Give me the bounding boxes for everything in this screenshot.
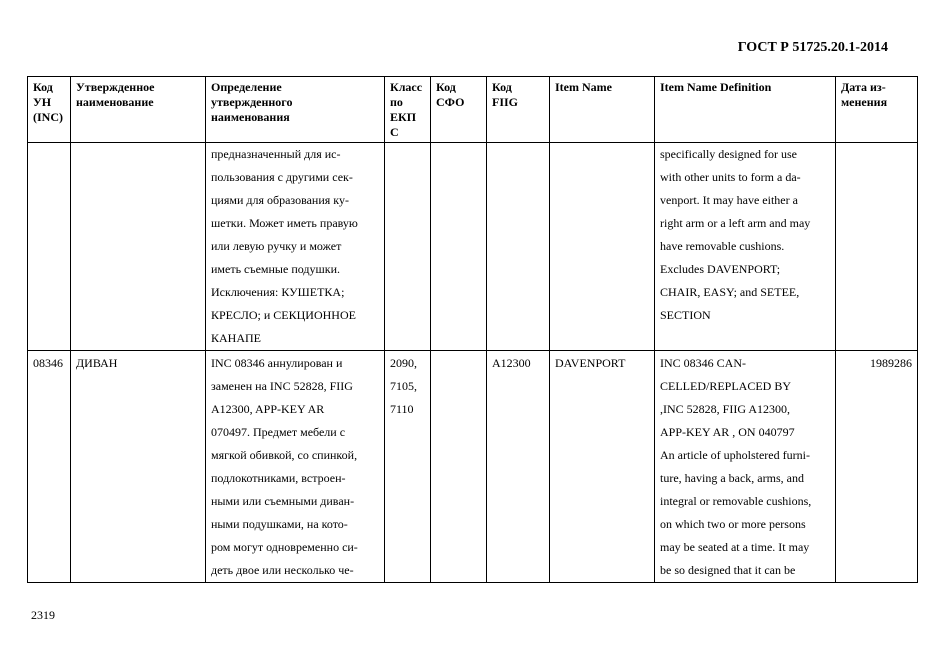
- text-line: Код: [436, 80, 456, 94]
- cell-item-name: [550, 143, 655, 351]
- text-line: по: [390, 95, 403, 109]
- text-line: CHAIR, EASY; and SETEE,: [660, 285, 800, 299]
- text-line: Утвержденное: [76, 80, 155, 94]
- cell-name: ДИВАН: [71, 351, 206, 583]
- text-line: СФО: [436, 95, 465, 109]
- text-line: A12300, APP-KEY AR: [211, 402, 325, 416]
- standard-designation: ГОСТ Р 51725.20.1-2014: [737, 40, 888, 55]
- cell-fiig: [487, 143, 550, 351]
- cell-inc: 08346: [28, 351, 71, 583]
- text-line: КРЕСЛО; и СЕКЦИОННОЕ: [211, 308, 356, 322]
- text-line: или левую ручку и может: [211, 239, 342, 253]
- text-line: 7105,: [390, 379, 417, 393]
- cell-fiig: A12300: [487, 351, 550, 583]
- text-line: ными подушками, на кото-: [211, 517, 348, 531]
- cell-inc: [28, 143, 71, 351]
- text-line: have removable cushions.: [660, 239, 785, 253]
- text-line: Код: [33, 80, 53, 94]
- cell-item-name: DAVENPORT: [550, 351, 655, 583]
- cell-definition: [206, 351, 385, 583]
- text-line: ,INC 52828, FIIG A12300,: [660, 402, 791, 416]
- text-line: INC 08346 CAN-: [660, 356, 746, 370]
- text-line: Item Name Definition: [660, 80, 772, 94]
- text-line: иметь съемные подушки.: [211, 262, 340, 276]
- header-inc: [28, 77, 71, 143]
- text-line: УН: [33, 95, 52, 109]
- text-line: SECTION: [660, 308, 711, 322]
- text-line: наименования: [211, 110, 290, 124]
- cell-date: 1989286: [836, 351, 918, 583]
- text-line: утвержденного: [211, 95, 293, 109]
- text-line: APP-KEY AR , ON 040797: [660, 425, 795, 439]
- text-line: ром могут одновременно си-: [211, 540, 358, 554]
- text-line: Класс: [390, 80, 423, 94]
- text-line: 070497. Предмет мебели с: [211, 425, 346, 439]
- nomenclature-table: [27, 76, 918, 583]
- text-line: циями для образования ку-: [211, 193, 349, 207]
- cell-name: [71, 143, 206, 351]
- text-line: Код: [492, 80, 512, 94]
- header-definition: [206, 77, 385, 143]
- text-line: наименование: [76, 95, 154, 109]
- cell-class: [385, 143, 431, 351]
- text-line: предназначенный для ис-: [211, 147, 341, 161]
- text-line: with other units to form a da-: [660, 170, 801, 184]
- text-line: ными или съемными диван-: [211, 494, 355, 508]
- text-line: КАНАПЕ: [211, 331, 261, 345]
- cell-item-definition: [655, 143, 836, 351]
- text-line: заменен на INC 52828, FIIG: [211, 379, 353, 393]
- table-header-row: [28, 77, 918, 143]
- text-line: деть двое или несколько че-: [211, 563, 354, 577]
- header-fiig: [487, 77, 550, 143]
- text-line: менения: [841, 95, 888, 109]
- text-line: may be seated at a time. It may: [660, 540, 810, 554]
- text-line: specifically designed for use: [660, 147, 797, 161]
- text-line: An article of upholstered furni-: [660, 448, 810, 462]
- cell-class: [385, 351, 431, 583]
- text-line: подлокотниками, встроен-: [211, 471, 346, 485]
- text-line: Item Name: [555, 80, 612, 94]
- text-line: пользования с другими сек-: [211, 170, 353, 184]
- header-class: [385, 77, 431, 143]
- text-line: Исключения: КУШЕТКА;: [211, 285, 345, 299]
- cell-date: [836, 143, 918, 351]
- text-line: 7110: [390, 402, 414, 416]
- header-change-date: [836, 77, 918, 143]
- cell-sfo: [431, 351, 487, 583]
- header-item-name-definition: [655, 77, 836, 143]
- cell-item-definition: [655, 351, 836, 583]
- text-line: 2090,: [390, 356, 417, 370]
- text-line: integral or removable cushions,: [660, 494, 812, 508]
- text-line: FIIG: [492, 95, 519, 109]
- cell-sfo: [431, 143, 487, 351]
- text-line: CELLED/REPLACED BY: [660, 379, 791, 393]
- text-line: Определение: [211, 80, 282, 94]
- text-line: INC 08346 аннулирован и: [211, 356, 343, 370]
- text-line: venport. It may have either a: [660, 193, 798, 207]
- text-line: be so designed that it can be: [660, 563, 796, 577]
- table-row: [28, 351, 918, 583]
- text-line: шетки. Может иметь правую: [211, 216, 358, 230]
- header-approved-name: [71, 77, 206, 143]
- text-line: Excludes DAVENPORT;: [660, 262, 781, 276]
- text-line: ЕКП: [390, 110, 417, 124]
- text-line: on which two or more persons: [660, 517, 806, 531]
- text-line: мягкой обивкой, со спинкой,: [211, 448, 358, 462]
- text-line: (INC): [33, 110, 63, 124]
- header-item-name: [550, 77, 655, 143]
- text-line: Дата из-: [841, 80, 886, 94]
- text-line: ture, having a back, arms, and: [660, 471, 804, 485]
- text-line: С: [390, 125, 399, 139]
- cell-definition: [206, 143, 385, 351]
- page-number: 2319: [31, 608, 55, 622]
- header-sfo: [431, 77, 487, 143]
- text-line: right arm or a left arm and may: [660, 216, 811, 230]
- table-row: [28, 143, 918, 351]
